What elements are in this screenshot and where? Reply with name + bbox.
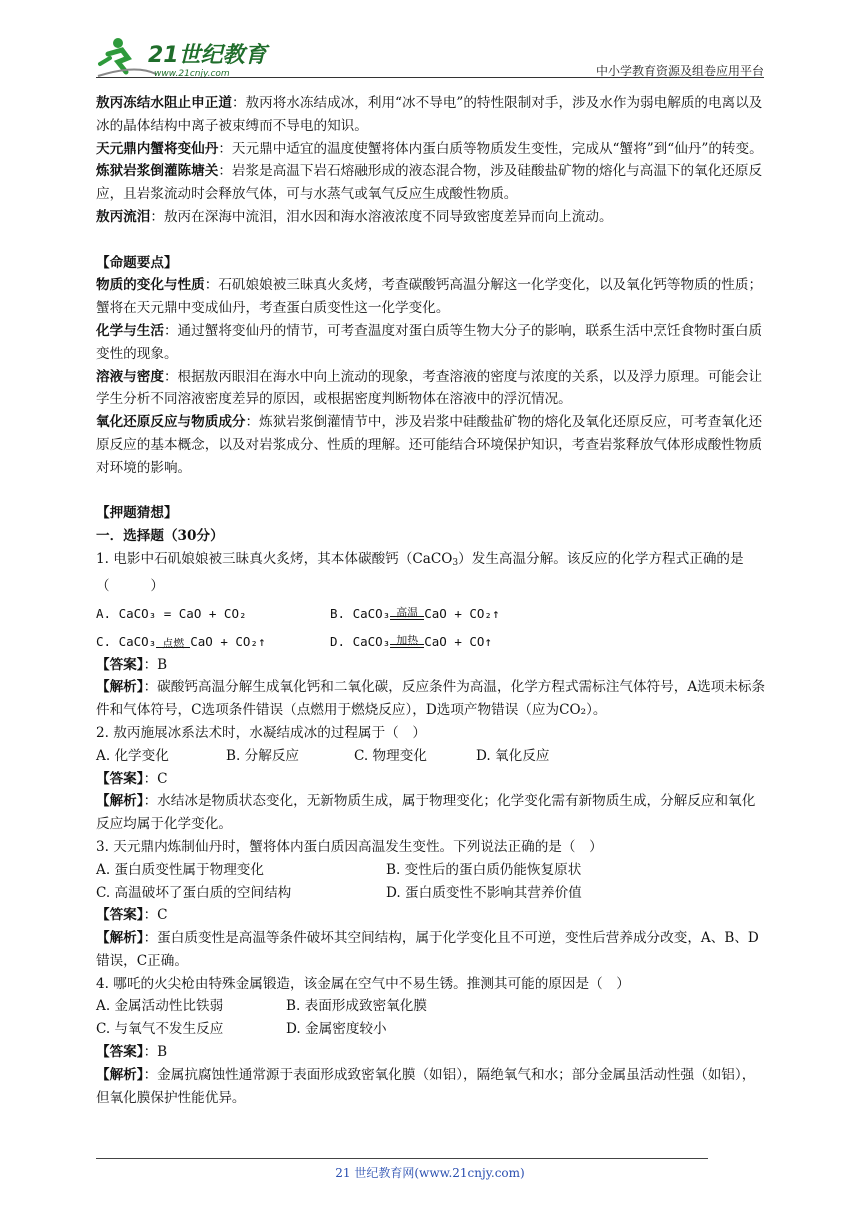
q3-answer: 【答案】：C — [96, 907, 168, 924]
point-item: 化学与生活：通过蟹将变仙丹的情节，可考查温度对蛋白质等生物大分子的影响，联系生活中烹饪食物时蛋白质变性的现象。 — [96, 322, 763, 362]
intro-item: 天元鼎内蟹将变仙丹：天元鼎中适宜的温度使蟹将体内蛋白质等物质发生变性，完成从“蟹将”到“仙丹”的转变。 — [96, 140, 763, 157]
q3-options-row-1 — [96, 859, 768, 882]
q4-option-c: C. 与氧气不发生反应 — [96, 1021, 224, 1038]
q4-option-a: A. 金属活动性比铁弱 — [96, 998, 224, 1015]
question-2-stem: 2. 敖丙施展冰系法术时，水凝结成冰的过程属于（ ） — [96, 724, 426, 741]
intro-item: 敖丙流泪：敖丙在深海中流泪，泪水因和海水溶液浓度不同导致密度差异而向上流动。 — [96, 208, 613, 225]
question-4-stem: 4. 哪吒的火尖枪由特殊金属锻造，该金属在空气中不易生锈。推测其可能的原因是（ ） — [96, 975, 630, 992]
q2-answer: 【答案】：C — [96, 770, 168, 787]
q2-option-b: B. 分解反应 — [226, 747, 300, 764]
q1-option-a: A. CaCO₃ = CaO + CO₂ — [96, 605, 247, 621]
footer-link[interactable]: 21 世纪教育网(www.21cnjy.com) — [335, 1166, 525, 1180]
page-header — [96, 28, 764, 80]
q4-options-row-2 — [96, 1018, 768, 1041]
q1-answer: 【答案】：B — [96, 656, 168, 673]
header-divider — [96, 77, 764, 78]
platform-name: 中小学教育资源及组卷应用平台 — [595, 64, 764, 78]
section-title: 一．选择题（30分） — [96, 528, 224, 545]
q4-answer: 【答案】：B — [96, 1044, 168, 1061]
q1-option-d: D. CaCO₃ 加热 CaO + CO↑ — [330, 633, 492, 649]
q2-option-a: A. 化学变化 — [96, 747, 169, 764]
guess-heading: 【押题猜想】 — [96, 505, 178, 522]
q1-analysis: 【解析】：碳酸钙高温分解生成氧化钙和二氧化碳，反应条件为高温，化学方程式需标注气体符号，A选项未标条件和气体符号，C选项条件错误（点燃用于燃烧反应），D选项产物错误（应为CO₂）。 — [96, 679, 766, 719]
q1-option-c: C. CaCO₃ 点燃 CaO + CO₂↑ — [96, 633, 266, 650]
logo-url: www.21cnjy.com — [154, 69, 230, 79]
point-item: 溶液与密度：根据敖丙眼泪在海水中向上流动的现象，考查溶液的密度与浓度的关系，以及浮力原理。可能会让学生分析不同溶液密度差异的原因，或根据密度判断物体在溶液中的浮沉情况。 — [96, 368, 763, 408]
point-item: 氧化还原反应与物质成分：炼狱岩浆倒灌情节中，涉及岩浆中硅酸盐矿物的熔化及氧化还原反应，可考查氧化还原反应的基本概念，以及对岩浆成分、性质的理解。还可能结合环境保护知识，考查岩浆释放气体形成酸性物质对环境的影响。 — [96, 414, 763, 476]
q3-options-row-2 — [96, 882, 768, 905]
q1-option-b: B. CaCO₃ 高温 CaO + CO₂↑ — [330, 605, 500, 621]
points-heading: 【命题要点】 — [96, 254, 178, 271]
question-3-stem: 3. 天元鼎内炼制仙丹时，蟹将体内蛋白质因高温发生变性。下列说法正确的是（ ） — [96, 838, 603, 855]
q2-option-d: D. 氧化反应 — [476, 747, 550, 764]
q3-option-d: D. 蛋白质变性不影响其营养价值 — [386, 884, 582, 901]
site-logo — [96, 34, 276, 80]
q3-option-b: B. 变性后的蛋白质仍能恢复原状 — [386, 861, 582, 878]
q3-option-c: C. 高温破坏了蛋白质的空间结构 — [96, 884, 292, 901]
q2-option-c: C. 物理变化 — [354, 747, 427, 764]
logo-text: 21世纪教育 — [148, 43, 267, 68]
footer-divider — [96, 1158, 708, 1159]
q3-option-a: A. 蛋白质变性属于物理变化 — [96, 861, 264, 878]
point-item: 物质的变化与性质：石矶娘娘被三昧真火炙烤，考查碳酸钙高温分解这一化学变化，以及氧化钙等物质的性质；蟹将在天元鼎中变成仙丹，考查蛋白质变性这一化学变化。 — [96, 277, 763, 317]
document-body — [96, 92, 768, 1109]
q4-option-d: D. 金属密度较小 — [286, 1021, 387, 1038]
intro-item: 敖丙冻结水阻止申正道：敖丙将水冻结成冰，利用“冰不导电”的特性限制对手，涉及水作为弱电解质的电离以及冰的晶体结构中离子被束缚而不导电的知识。 — [96, 95, 763, 134]
q4-options-row-1 — [96, 995, 768, 1018]
q4-analysis: 【解析】：金属抗腐蚀性通常源于表面形成致密氧化膜（如铝），隔绝氧气和水；部分金属虽活动性强（如铝），但氧化膜保护性能优异。 — [96, 1066, 756, 1106]
intro-item: 炼狱岩浆倒灌陈塘关：岩浆是高温下岩石熔融形成的液态混合物，涉及硅酸盐矿物的熔化与高温下的氧化还原反应，且岩浆流动时会释放气体，可与水蒸气或氧气反应生成酸性物质。 — [96, 163, 763, 203]
q2-options — [96, 745, 768, 768]
question-1-stem: 1. 电影中石矶娘娘被三昧真火炙烤，其本体碳酸钙（CaCO$_3$）发生高温分解。该反应的化学方程式正确的是（ ） — [96, 550, 744, 594]
q3-analysis: 【解析】：蛋白质变性是高温等条件破坏其空间结构，属于化学变化且不可逆，变性后营养成分改变，A、B、D错误，C正确。 — [96, 930, 759, 969]
q4-option-b: B. 表面形成致密氧化膜 — [286, 998, 427, 1015]
q1-options-row-1 — [96, 598, 768, 626]
q1-options-row-2 — [96, 626, 768, 654]
q2-analysis: 【解析】：水结冰是物质状态变化，无新物质生成，属于物理变化；化学变化需有新物质生成，分解反应和氧化反应均属于化学变化。 — [96, 793, 756, 833]
